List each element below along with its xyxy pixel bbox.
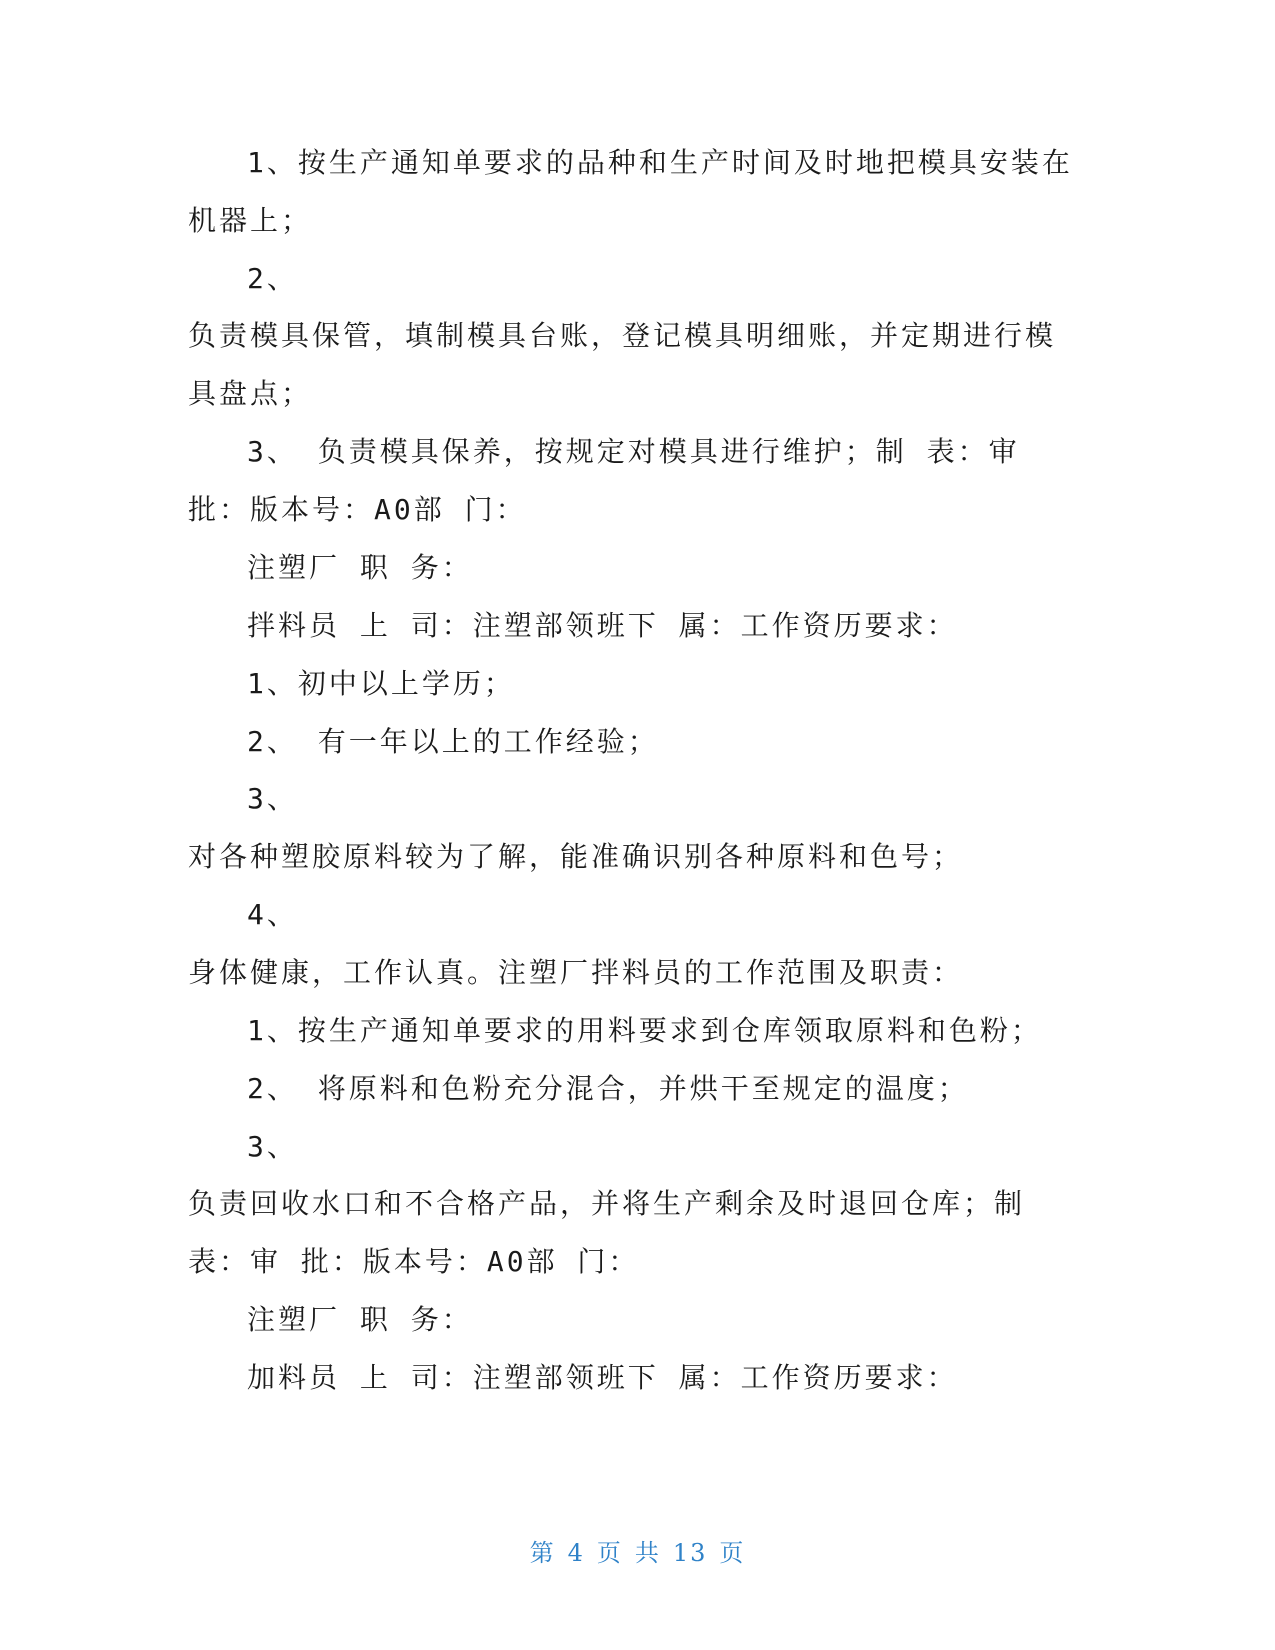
text-line: 身体健康，工作认真。注塑厂拌料员的工作范围及职责： [188,956,964,989]
current-page-number: 4 [567,1539,585,1567]
text-line: 1、初中以上学历； [247,667,515,700]
text-line: 2、 [247,262,298,295]
text-line: 4、 [247,898,298,931]
text-line: 拌料员 上 司：注塑部领班下 属：工作资历要求： [247,609,958,642]
text-line: 具盘点； [188,377,313,410]
text-line: 3、 负责模具保养，按规定对模具进行维护；制 表：审 [247,435,1020,468]
text-line: 批：版本号：A0部 门： [188,493,527,526]
text-line: 负责模具保管，填制模具台账，登记模具明细账，并定期进行模 [188,319,1057,352]
text-line: 2、 将原料和色粉充分混合，并烘干至规定的温度； [247,1072,969,1105]
footer-prefix: 第 [529,1539,556,1567]
text-line: 1、按生产通知单要求的品种和生产时间及时地把模具安装在 [247,146,1073,179]
text-line: 机器上； [188,204,313,237]
total-page-count: 13 [672,1539,708,1567]
text-line: 加料员 上 司：注塑部领班下 属：工作资历要求： [247,1361,958,1394]
page-footer [0,1538,1275,1568]
text-line: 3、 [247,782,298,815]
text-line: 注塑厂 职 务： [247,551,473,584]
footer-total-word: 共 [634,1539,661,1567]
text-line: 对各种塑胶原料较为了解，能准确识别各种原料和色号； [188,840,964,873]
text-line: 表：审 批：版本号：A0部 门： [188,1245,640,1278]
footer-suffix: 页 [719,1539,746,1567]
footer-page-word: 页 [596,1539,623,1567]
text-line: 2、 有一年以上的工作经验； [247,725,659,758]
text-line: 1、按生产通知单要求的用料要求到仓库领取原料和色粉； [247,1014,1042,1047]
text-line: 注塑厂 职 务： [247,1303,473,1336]
text-line: 3、 [247,1130,298,1163]
text-line: 负责回收水口和不合格产品，并将生产剩余及时退回仓库；制 [188,1187,1026,1220]
